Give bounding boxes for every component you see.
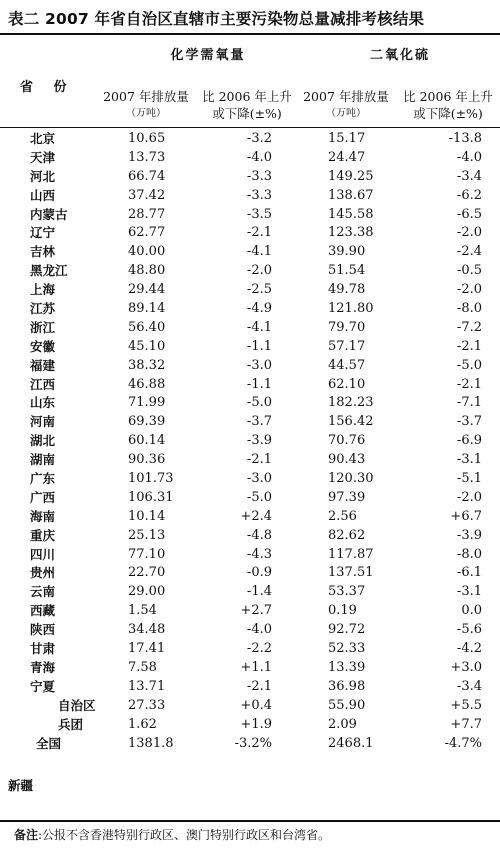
cod-emission-cell: 90.36 [128,452,166,468]
table-row [0,489,500,508]
col-header-so2-emission [298,88,394,122]
so2-emission-cell: 49.78 [328,282,366,298]
cod-change-cell: -2.0 [246,263,272,279]
cod-change-cell: -5.0 [246,489,272,505]
so2-emission-cell: 36.98 [328,678,366,694]
cod-change-cell: -2.5 [246,282,272,298]
province-cell: 江苏 [30,301,56,317]
so2-change-cell: -3.9 [456,527,482,543]
header-rule [0,127,500,128]
footnote-label: 备注 [14,828,39,842]
so2-emission-cell: 2.56 [328,508,357,524]
cod-emission-cell: 7.58 [128,659,157,675]
cod-change-cell: -3.3 [246,168,272,184]
so2-emission-cell: 2.09 [328,716,357,732]
table-row [0,546,500,565]
so2-change-cell: +7.7 [450,716,482,732]
so2-change-cell: -3.4 [456,168,482,184]
so2-emission-cell: 13.39 [328,659,366,675]
cod-emission-cell: 10.65 [128,131,166,146]
province-cell: 河南 [30,414,56,430]
group-header-so2: 二氧化硫 [369,48,430,63]
so2-change-cell: -4.2 [456,641,482,657]
province-cell: 广东 [30,471,56,487]
cod-change-cell: -5.0 [246,395,272,411]
province-cell: 湖北 [30,433,56,449]
cod-change-cell: -3.2% [234,735,272,751]
so2-change-cell: +5.5 [450,697,482,713]
table-row [0,564,500,583]
cod-change-cell: -3.3 [246,187,272,203]
footnote [14,826,330,843]
cod-change-cell: -1.1 [246,376,272,392]
so2-change-cell: -3.4 [456,678,482,694]
col-header-cod-change [198,88,296,122]
cod-emission-cell: 17.41 [128,641,166,657]
col-header-line: 比 2006 年上升 [403,89,493,104]
col-header-unit: （万吨） [126,108,166,119]
table-row [0,678,500,697]
so2-emission-cell: 70.76 [328,433,366,449]
col-header-cod-emission [96,88,196,122]
cod-change-cell: -4.1 [246,319,272,335]
so2-change-cell: -3.1 [456,584,482,600]
table-row [0,659,500,678]
cod-change-cell: -3.9 [246,433,272,449]
col-header-line: 或下降(±%) [413,106,483,121]
cod-emission-cell: 25.13 [128,527,166,543]
table-row [0,394,500,413]
so2-emission-cell: 44.57 [328,357,366,373]
so2-emission-cell: 39.90 [328,244,366,260]
table-row [0,735,500,754]
so2-emission-cell: 149.25 [328,168,374,184]
province-cell: 吉林 [30,244,56,260]
table-row [0,281,500,300]
so2-change-cell: -8.0 [456,301,482,317]
table-row [0,149,500,168]
cod-emission-cell: 37.42 [128,187,166,203]
province-cell: 四川 [30,546,56,562]
cod-emission-cell: 45.10 [128,338,166,354]
cod-change-cell: -3.0 [246,471,272,487]
cod-emission-cell: 101.73 [128,471,174,487]
so2-change-cell: -2.0 [456,489,482,505]
so2-emission-cell: 79.70 [328,319,366,335]
cod-change-cell: +2.7 [240,603,272,619]
cod-change-cell: -1.4 [246,584,272,600]
table-row [0,319,500,338]
col-header-line: 2007 年排放量 [303,89,389,104]
cod-change-cell: +1.1 [240,659,272,675]
cod-change-cell: -4.1 [246,244,272,260]
top-rule [0,33,500,35]
cod-emission-cell: 27.33 [128,697,166,713]
cod-change-cell: -3.0 [246,357,272,373]
table-row [0,451,500,470]
cod-emission-cell: 29.44 [128,282,166,298]
cod-change-cell: -1.1 [246,338,272,354]
so2-change-cell: -2.0 [456,282,482,298]
table-row [0,621,500,640]
so2-change-cell: -3.1 [456,452,482,468]
province-header: 省 份 [20,80,75,95]
so2-emission-cell: 138.67 [328,187,374,203]
so2-change-cell: -7.1 [456,395,482,411]
province-cell: 山西 [30,187,56,203]
cod-emission-cell: 38.32 [128,357,166,373]
so2-change-cell: -2.1 [456,338,482,354]
province-cell: 江西 [30,376,56,392]
cod-emission-cell: 89.14 [128,301,166,317]
cod-change-cell: -2.1 [246,225,272,241]
cod-change-cell: -2.1 [246,678,272,694]
table-row [0,130,500,149]
table-row [0,357,500,376]
cod-emission-cell: 34.48 [128,622,166,638]
table-row [0,716,500,735]
so2-emission-cell: 137.51 [328,565,374,581]
col-header-unit: （万吨） [326,108,366,119]
col-header-so2-change [396,88,500,122]
province-cell: 上海 [30,282,56,298]
table-row [0,583,500,602]
so2-emission-cell: 120.30 [328,471,374,487]
cod-emission-cell: 60.14 [128,433,166,449]
province-cell: 浙江 [30,319,56,335]
cod-emission-cell: 40.00 [128,244,166,260]
so2-change-cell: -8.0 [456,546,482,562]
cod-emission-cell: 62.77 [128,225,166,241]
so2-change-cell: -5.6 [456,622,482,638]
cod-change-cell: -3.7 [246,414,272,430]
cod-emission-cell: 1.54 [128,603,157,619]
table-row [0,508,500,527]
so2-change-cell: -5.0 [456,357,482,373]
cod-change-cell: -4.3 [246,546,272,562]
province-cell: 甘肃 [30,641,56,657]
table-row [0,470,500,489]
province-cell: 宁夏 [30,678,56,694]
table-row [0,376,500,395]
province-cell: 天津 [30,149,56,165]
province-cell: 山东 [30,395,56,411]
cod-change-cell: +0.4 [240,697,272,713]
so2-emission-cell: 2468.1 [328,735,374,751]
cod-emission-cell: 77.10 [128,546,166,562]
table-row [0,300,500,319]
so2-emission-cell: 82.62 [328,527,366,543]
so2-emission-cell: 15.17 [328,131,366,146]
so2-emission-cell: 145.58 [328,206,374,222]
province-cell: 安徽 [30,338,56,354]
so2-emission-cell: 182.23 [328,395,374,411]
so2-emission-cell: 117.87 [328,546,374,562]
footnote-text: :公报不含香港特别行政区、澳门特别行政区和台湾省。 [38,828,331,842]
table-row [0,206,500,225]
table-row [0,168,500,187]
table-row [0,187,500,206]
province-cell: 广西 [30,489,56,505]
cod-emission-cell: 56.40 [128,319,166,335]
province-cell: 海南 [30,508,56,524]
province-cell: 兵团 [58,716,84,732]
so2-change-cell: +3.0 [450,659,482,675]
province-cell: 黑龙江 [30,263,68,279]
cod-change-cell: -4.0 [246,149,272,165]
so2-emission-cell: 97.39 [328,489,366,505]
cod-change-cell: -4.8 [246,527,272,543]
cod-change-cell: +1.9 [240,716,272,732]
so2-emission-cell: 52.33 [328,641,366,657]
province-cell: 北京 [30,131,56,146]
so2-emission-cell: 90.43 [328,452,366,468]
cod-change-cell: -3.2 [246,131,272,146]
cod-emission-cell: 106.31 [128,489,174,505]
so2-change-cell: -2.0 [456,225,482,241]
table-row [0,432,500,451]
so2-emission-cell: 51.54 [328,263,366,279]
cod-emission-cell: 71.99 [128,395,166,411]
province-cell: 河北 [30,168,56,184]
cod-change-cell: +2.4 [240,508,272,524]
table-body [0,130,500,753]
cod-change-cell: -2.1 [246,452,272,468]
cod-emission-cell: 13.71 [128,678,166,694]
table-row [0,338,500,357]
so2-emission-cell: 57.17 [328,338,366,354]
cod-emission-cell: 66.74 [128,168,166,184]
province-cell: 贵州 [30,565,56,581]
so2-emission-cell: 53.37 [328,584,366,600]
so2-change-cell: -7.2 [456,319,482,335]
so2-change-cell: -6.5 [456,206,482,222]
so2-change-cell: -2.4 [456,244,482,260]
table-row [0,602,500,621]
so2-change-cell: -6.1 [456,565,482,581]
table-title: 表二 2007 年省自治区直辖市主要污染物总量减排考核结果 [8,10,425,28]
cod-emission-cell: 1381.8 [128,735,174,751]
so2-change-cell: -0.5 [456,263,482,279]
cod-emission-cell: 69.39 [128,414,166,430]
so2-change-cell: -2.1 [456,376,482,392]
cod-change-cell: -4.0 [246,622,272,638]
bottom-rule [0,820,500,822]
so2-change-cell: -4.7% [444,735,482,751]
so2-change-cell: -6.2 [456,187,482,203]
province-cell: 辽宁 [30,225,56,241]
so2-emission-cell: 0.19 [328,603,357,619]
so2-emission-cell: 24.47 [328,149,366,165]
province-cell: 湖南 [30,452,56,468]
table-row [0,413,500,432]
so2-emission-cell: 62.10 [328,376,366,392]
cod-emission-cell: 29.00 [128,584,166,600]
xinjiang-label: 新疆 [8,778,34,793]
province-cell: 云南 [30,584,56,600]
province-cell: 青海 [30,659,56,675]
cod-emission-cell: 48.80 [128,263,166,279]
province-cell: 福建 [30,357,56,373]
cod-change-cell: -4.9 [246,301,272,317]
group-header-cod: 化学需氧量 [170,48,246,63]
table-row [0,697,500,716]
table-row [0,262,500,281]
province-cell: 全国 [36,735,62,751]
province-cell: 自治区 [58,697,96,713]
so2-emission-cell: 55.90 [328,697,366,713]
cod-emission-cell: 46.88 [128,376,166,392]
cod-change-cell: -0.9 [246,565,272,581]
province-cell: 重庆 [30,527,56,543]
cod-emission-cell: 28.77 [128,206,166,222]
col-header-line: 比 2006 年上升 [202,89,292,104]
so2-emission-cell: 156.42 [328,414,374,430]
table-row [0,640,500,659]
cod-emission-cell: 13.73 [128,149,166,165]
cod-emission-cell: 22.70 [128,565,166,581]
cod-change-cell: -3.5 [246,206,272,222]
province-cell: 陕西 [30,622,56,638]
so2-change-cell: -13.8 [448,131,482,146]
table-row [0,243,500,262]
so2-change-cell: -6.9 [456,433,482,449]
cod-emission-cell: 1.62 [128,716,157,732]
province-cell: 西藏 [30,603,56,619]
so2-change-cell: -3.7 [456,414,482,430]
so2-emission-cell: 121.80 [328,301,374,317]
table-row [0,224,500,243]
so2-change-cell: +6.7 [450,508,482,524]
so2-emission-cell: 123.38 [328,225,374,241]
col-header-line: 2007 年排放量 [103,89,189,104]
cod-change-cell: -2.2 [246,641,272,657]
so2-change-cell: -5.1 [456,471,482,487]
so2-change-cell: 0.0 [461,603,482,619]
so2-change-cell: -4.0 [456,149,482,165]
so2-emission-cell: 92.72 [328,622,366,638]
table-row [0,527,500,546]
cod-emission-cell: 10.14 [128,508,166,524]
province-cell: 内蒙古 [30,206,68,222]
col-header-line: 或下降(±%) [212,106,282,121]
